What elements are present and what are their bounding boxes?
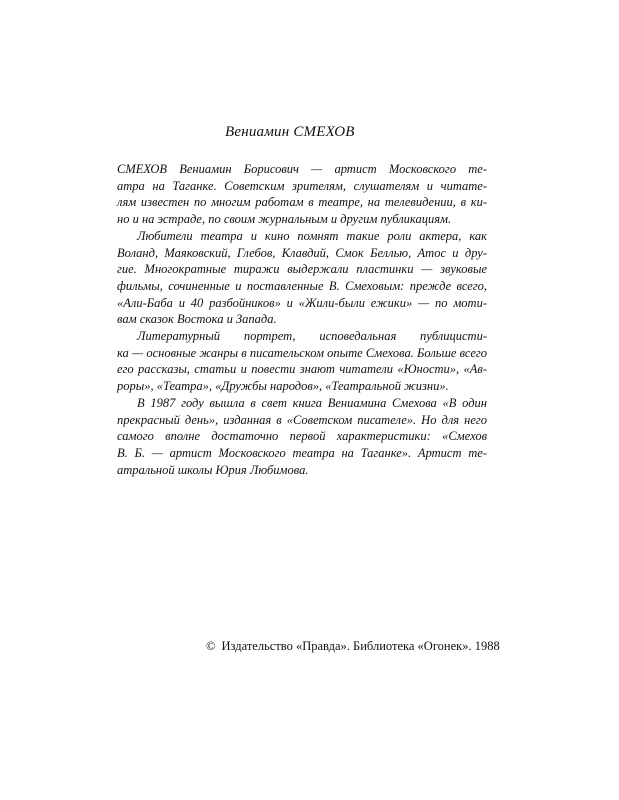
bio-line: В. Б. — артист Московского театра на Таганке». Артист те-: [117, 445, 487, 460]
bio-line: лям известен по многим работам в театре, на телевидении, в ки-: [117, 195, 487, 210]
copyright-symbol: ©: [206, 639, 216, 653]
bio-line: самого вполне достаточно первой характеристики: «Смехов: [117, 429, 487, 444]
bio-line: СМЕХОВ Вениамин Борисович — артист Московского те-: [117, 162, 487, 176]
bio-line: гие. Многократные тиражи выдержали пластинки — звуковые: [117, 262, 487, 277]
bio-line: ка — основные жанры в писательском опыте Смехова. Больше всего: [117, 345, 487, 360]
bio-line: В 1987 году вышла в свет книга Вениамина Смехова «В один: [137, 395, 487, 410]
bio-line: Литературный портрет, исповедальная публицисти-: [137, 329, 487, 344]
copyright-line: [206, 638, 526, 654]
bio-line: фильмы, сочиненные и поставленные В. Смеховым: прежде всего,: [117, 278, 487, 293]
bio-line: Воланд, Маяковский, Глебов, Клавдий, Смок Беллью, Атос и дру-: [117, 245, 487, 260]
bio-line: атральной школы Юрия Любимова.: [117, 462, 309, 477]
publisher-imprint: Издательство «Правда». Библиотека «Огонек». 1988: [221, 639, 500, 653]
bio-line: его рассказы, статьи и повести знают читатели «Юности», «Ав-: [117, 362, 487, 377]
bio-line: Любители театра и кино помнят такие роли актера, как: [137, 228, 487, 243]
bio-line: атра на Таганке. Советским зрителям, слушателям и читате-: [117, 178, 487, 193]
author-biography: [117, 161, 487, 478]
bio-line: «Али-Баба и 40 разбойников» и «Жили-были ежики» — по моти-: [117, 295, 487, 310]
bio-line: прекрасный день», изданная в «Советском писателе». Но для него: [117, 412, 487, 427]
bio-line: роры», «Театра», «Дружбы народов», «Театральной жизни».: [117, 379, 449, 394]
author-heading: Вениамин СМЕХОВ: [225, 124, 355, 140]
bio-line: но и на эстраде, по своим журнальным и другим публикациям.: [117, 212, 452, 227]
bio-line: вам сказок Востока и Запада.: [117, 312, 277, 327]
